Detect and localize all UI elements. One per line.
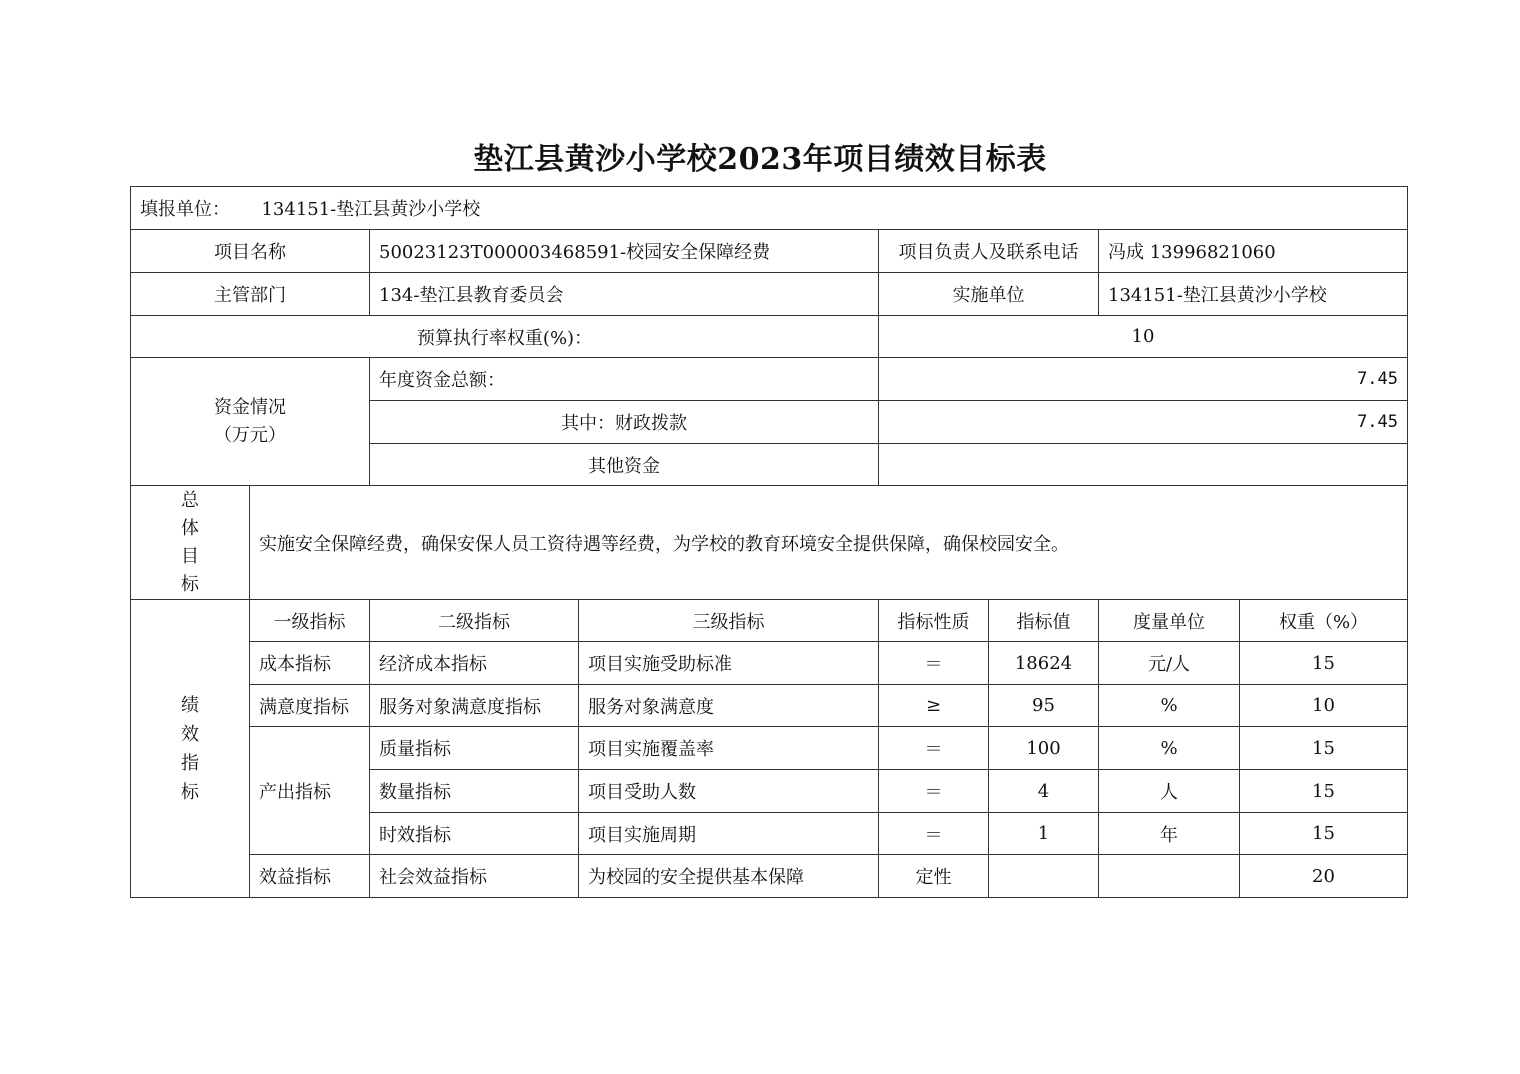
contact-label: 项目负责人及联系电话 [879,230,1099,273]
weight-cell: 15 [1240,642,1408,685]
funds-other-value [879,444,1408,486]
header-level2: 二级指标 [370,600,579,642]
value-cell [989,855,1099,898]
level2-cell: 经济成本指标 [370,642,579,685]
goal-label-char: 总 [181,489,199,511]
level1-cell: 满意度指标 [250,685,370,727]
perf-label-char: 指 [181,752,199,774]
header-level3: 三级指标 [579,600,879,642]
perf-label-cell [131,600,250,898]
project-name-row [131,230,1408,273]
perf-header-row [131,600,1408,642]
funds-total-value: 7.45 [879,358,1408,401]
unit-cell: % [1099,685,1240,727]
value-cell: 1 [989,813,1099,855]
dept-row [131,273,1408,316]
nature-cell: ≥ [879,685,989,727]
goal-label-char: 体 [181,517,199,539]
contact-value: 冯成 13996821060 [1099,230,1408,273]
weight-cell: 15 [1240,813,1408,855]
nature-cell: ＝ [879,813,989,855]
funds-total-row [131,358,1408,401]
level3-cell: 项目实施周期 [579,813,879,855]
unit-cell: 人 [1099,770,1240,813]
level3-cell: 项目实施覆盖率 [579,727,879,770]
weight-cell: 15 [1240,727,1408,770]
fill-unit-cell [131,187,1408,230]
budget-weight-label: 预算执行率权重(%)： [131,316,879,358]
level1-cell: 产出指标 [250,727,370,855]
weight-cell: 15 [1240,770,1408,813]
funds-label: 资金情况 [214,396,286,418]
nature-cell: ＝ [879,642,989,685]
unit-cell: 年 [1099,813,1240,855]
funds-total-label: 年度资金总额： [370,358,879,401]
funds-unit-label: （万元） [214,424,286,446]
table-row [131,727,1408,770]
table-row [131,642,1408,685]
level1-cell: 成本指标 [250,642,370,685]
dept-label: 主管部门 [131,273,370,316]
perf-label-char: 绩 [181,694,199,716]
fill-unit-value: 134151-垫江县黄沙小学校 [261,199,481,220]
dept-value: 134-垫江县教育委员会 [370,273,879,316]
fill-unit-row [131,187,1408,230]
funds-other-label: 其他资金 [370,444,879,486]
header-level1: 一级指标 [250,600,370,642]
value-cell: 18624 [989,642,1099,685]
level2-cell: 时效指标 [370,813,579,855]
value-cell: 95 [989,685,1099,727]
unit-cell: 元/人 [1099,642,1240,685]
value-cell: 100 [989,727,1099,770]
level1-cell: 效益指标 [250,855,370,898]
overall-goal-text: 实施安全保障经费，确保安保人员工资待遇等经费，为学校的教育环境安全提供保障，确保校园安全。 [250,486,1408,600]
nature-cell: 定性 [879,855,989,898]
level3-cell: 项目实施受助标准 [579,642,879,685]
funds-label-cell [131,358,370,486]
header-weight: 权重（%） [1240,600,1408,642]
impl-unit-label: 实施单位 [879,273,1099,316]
level3-cell: 为校园的安全提供基本保障 [579,855,879,898]
overall-goal-label-cell [131,486,250,600]
project-name-label: 项目名称 [131,230,370,273]
unit-cell [1099,855,1240,898]
project-name-value: 50023123T000003468591-校园安全保障经费 [370,230,879,273]
budget-weight-row [131,316,1408,358]
funds-fiscal-value: 7.45 [879,401,1408,444]
goal-label-char: 标 [181,573,199,595]
unit-cell: % [1099,727,1240,770]
value-cell: 4 [989,770,1099,813]
level2-cell: 数量指标 [370,770,579,813]
perf-label-char: 标 [181,781,199,803]
nature-cell: ＝ [879,727,989,770]
level2-cell: 服务对象满意度指标 [370,685,579,727]
level3-cell: 服务对象满意度 [579,685,879,727]
perf-label-char: 效 [181,723,199,745]
fill-unit-label: 填报单位： [140,199,230,220]
budget-weight-value: 10 [879,316,1408,358]
header-nature: 指标性质 [879,600,989,642]
weight-cell: 20 [1240,855,1408,898]
header-value: 指标值 [989,600,1099,642]
overall-goal-row [131,486,1408,600]
weight-cell: 10 [1240,685,1408,727]
level2-cell: 社会效益指标 [370,855,579,898]
goal-label-char: 目 [181,545,199,567]
nature-cell: ＝ [879,770,989,813]
header-unit: 度量单位 [1099,600,1240,642]
level2-cell: 质量指标 [370,727,579,770]
table-row [131,685,1408,727]
level3-cell: 项目受助人数 [579,770,879,813]
impl-unit-value: 134151-垫江县黄沙小学校 [1099,273,1408,316]
table-row [131,855,1408,898]
funds-fiscal-label: 其中：财政拨款 [370,401,879,444]
page-title: 垫江县黄沙小学校2023年项目绩效目标表 [473,142,1047,177]
performance-target-table [130,186,1408,898]
